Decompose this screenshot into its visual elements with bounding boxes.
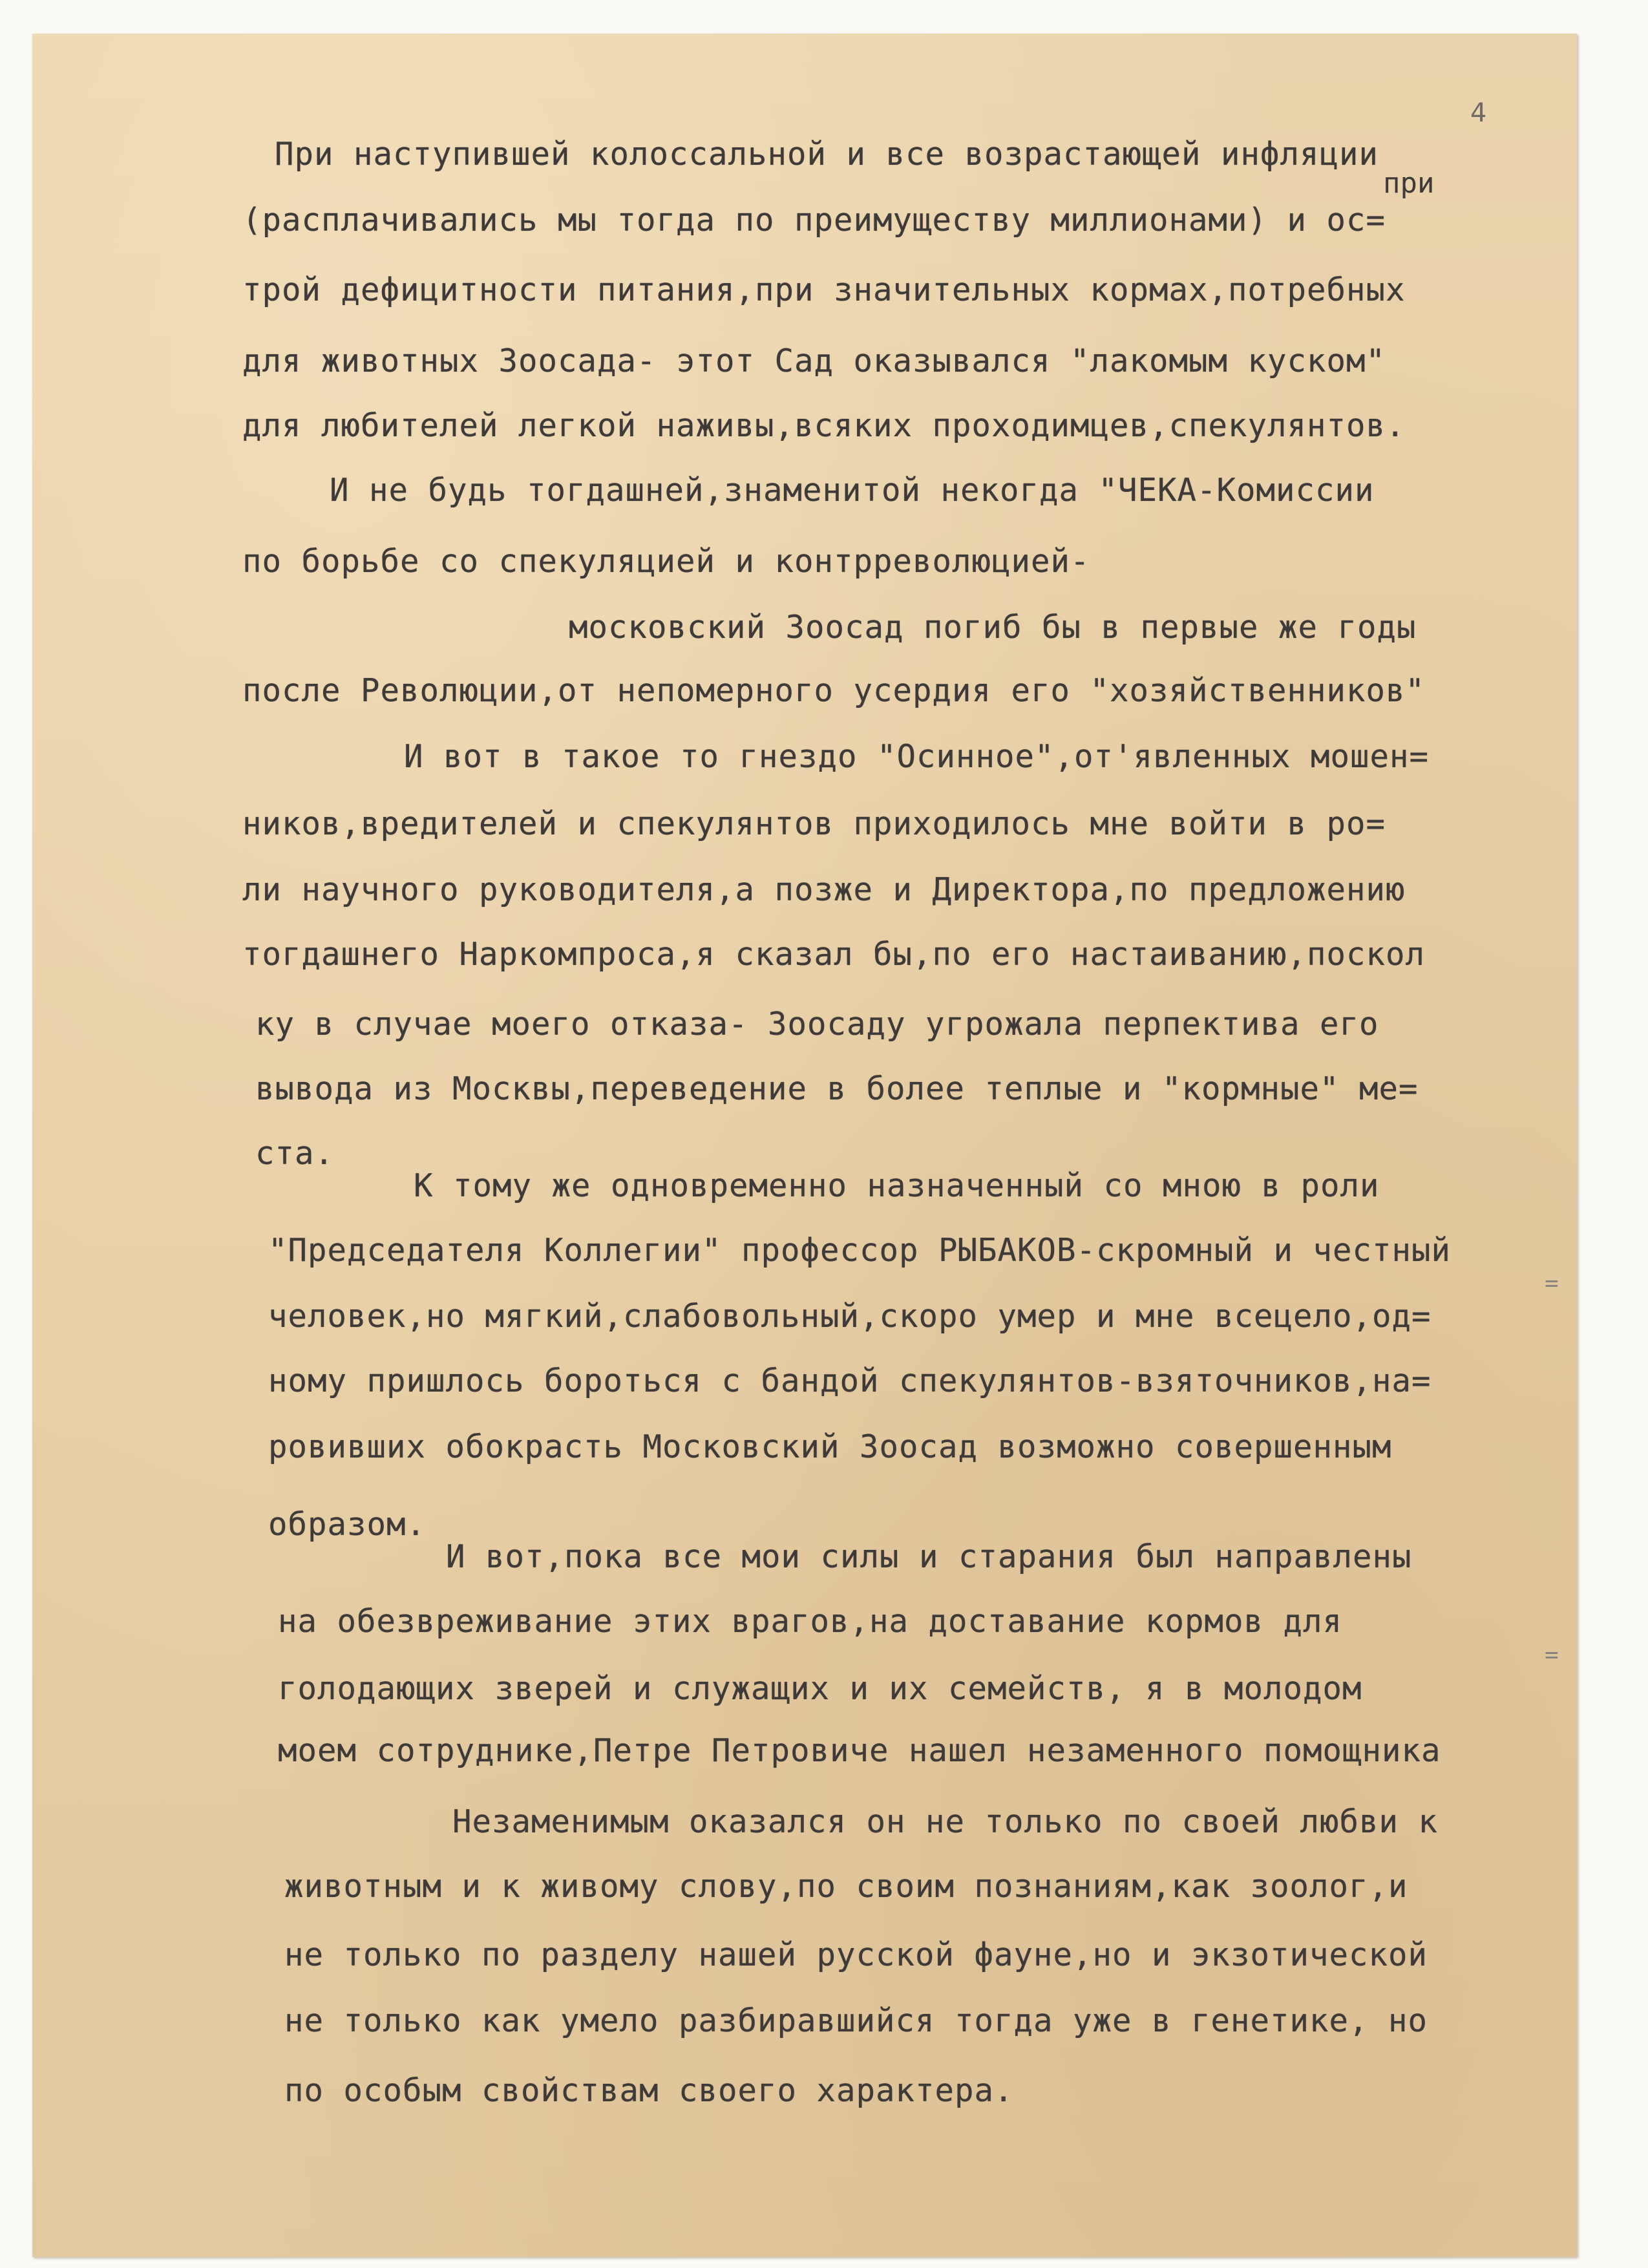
text-line: голодающих зверей и служащих и их семейств, я в молодом xyxy=(278,1670,1362,1707)
text-line: (расплачивались мы тогда по преимуществу миллионами) и ос= xyxy=(242,202,1386,238)
text-line: ли научного руководителя,а позже и Директора,по предложению xyxy=(242,871,1406,908)
text-line: человек,но мягкий,слабовольный,скоро умер и мне всецело,од= xyxy=(268,1298,1431,1335)
text-line: не только как умело разбиравшийся тогда уже в генетике, но xyxy=(284,2002,1428,2039)
text-line: И вот в такое то гнездо "Осинное",от'явленных мошен= xyxy=(404,738,1430,775)
text-line: "Председателя Коллегии" профессор РЫБАКОВ-скромный и честный xyxy=(268,1232,1452,1269)
margin-mark: = xyxy=(1545,1642,1559,1668)
text-line: При наступившей колоссальной и все возрастающей инфляции xyxy=(275,136,1379,173)
text-line: ников,вредителей и спекулянтов приходилось мне войти в ро= xyxy=(242,805,1386,842)
text-line: ку в случае моего отказа- Зоосаду угрожала перпектива его xyxy=(255,1006,1379,1043)
text-line: ровивших обокрасть Московский Зоосад возможно совершенным xyxy=(268,1428,1392,1465)
interlinear-insertion: при xyxy=(1383,167,1435,200)
text-line: Незаменимым оказался он не только по своей любви к xyxy=(452,1803,1439,1840)
text-line: московский Зоосад погиб бы в первые же годы xyxy=(569,609,1417,646)
text-line: вывода из Москвы,переведение в более теплые и "кормные" ме= xyxy=(255,1070,1419,1107)
text-line: для животных Зоосада- этот Сад оказывался "лакомым куском" xyxy=(242,343,1386,379)
text-line: тогдашнего Наркомпроса,я сказал бы,по его настаиванию,поскол xyxy=(242,936,1426,973)
text-line: К тому же одновременно назначенный со мною в роли xyxy=(414,1167,1380,1204)
text-line: ному пришлось бороться с бандой спекулянтов-взяточников,на= xyxy=(268,1362,1431,1399)
text-line: животным и к живому слову,по своим познаниям,как зоолог,и xyxy=(284,1868,1408,1905)
text-line: для любителей легкой наживы,всяких проходимцев,спекулянтов. xyxy=(242,407,1406,444)
text-line: И вот,пока все мои силы и старания был направлены xyxy=(446,1538,1412,1575)
text-line: после Революции,от непомерного усердия его "хозяйственников" xyxy=(242,672,1426,709)
text-line: по особым свойствам своего характера. xyxy=(284,2072,1014,2109)
text-line: по борьбе со спекуляцией и контрреволюцией- xyxy=(242,543,1090,580)
page-number: 4 xyxy=(1470,98,1487,128)
margin-mark: = xyxy=(1545,1270,1559,1297)
text-line: трой дефицитности питания,при значительных кормах,потребных xyxy=(242,271,1406,308)
text-line: И не будь тогдашней,знаменитой некогда "ЧЕКА-Комиссии xyxy=(330,472,1375,509)
text-line: ста. xyxy=(255,1135,335,1172)
text-line: не только по разделу нашей русской фауне,но и экзотической xyxy=(284,1936,1428,1973)
text-line: моем сотруднике,Петре Петровиче нашел незаменного помощника xyxy=(278,1732,1441,1769)
text-line: на обезвреживание этих врагов,на доставание кормов для xyxy=(278,1603,1343,1640)
text-line: образом. xyxy=(268,1506,427,1543)
